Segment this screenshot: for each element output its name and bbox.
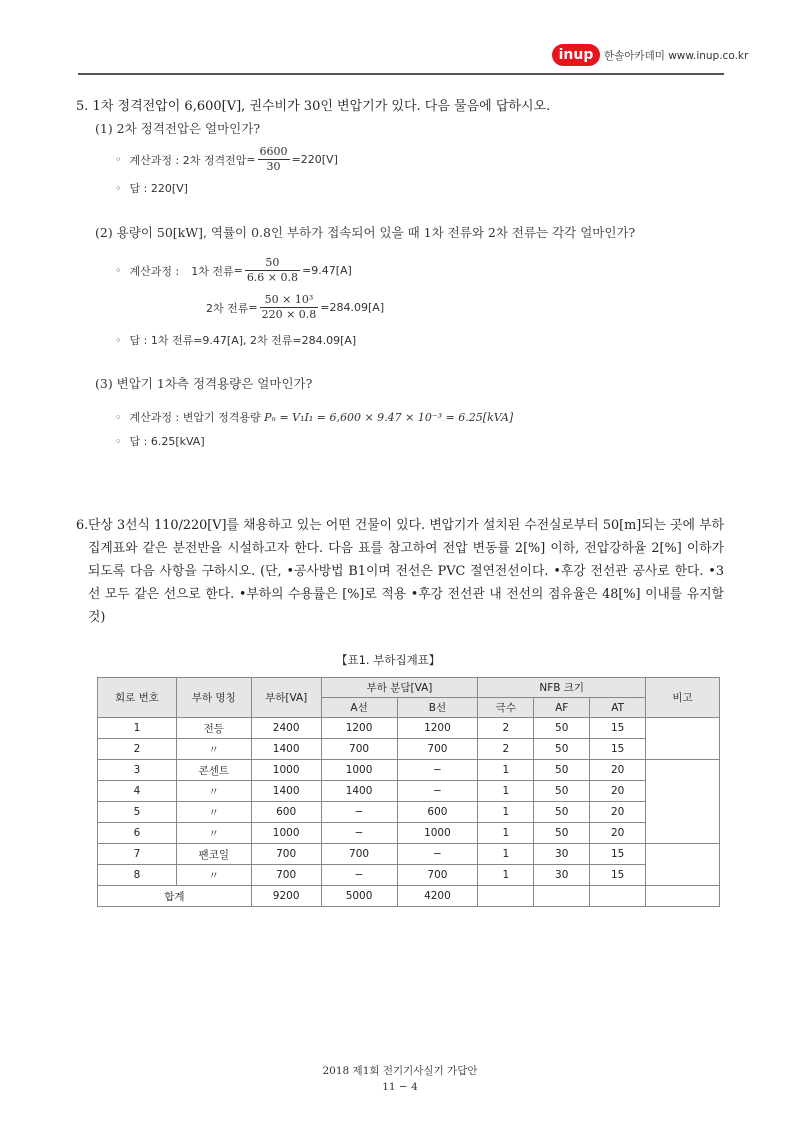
header-poles: 극수 xyxy=(478,698,534,718)
q5-part2-fraction-2: $\frac{\text{50 × 10³}}{220 \times 0.8}$ xyxy=(261,293,317,321)
q5-part1-fraction: $\frac{6600}{30}$ xyxy=(259,145,288,173)
header-b: B선 xyxy=(397,698,478,718)
note-cell xyxy=(646,844,720,886)
header-circuit: 회로 번호 xyxy=(98,678,177,718)
inup-logo: inup xyxy=(552,44,600,66)
header-note: 비고 xyxy=(646,678,720,718)
header-af: AF xyxy=(534,698,590,718)
q5-part1-result: 220[V] xyxy=(300,153,338,166)
table-row: 5 〃 600 − 600 1 50 20 xyxy=(98,802,720,823)
table-row: 3 콘센트 1000 1000 − 1 50 20 xyxy=(98,760,720,781)
note-cell xyxy=(646,718,720,760)
q5-part3-answer: ◦ 답 : 6.25[kVA] xyxy=(115,435,205,448)
table-row: 7 팬코일 700 700 − 1 30 15 xyxy=(98,844,720,865)
header-name: 부하 명칭 xyxy=(176,678,251,718)
header-load: 부하[VA] xyxy=(251,678,321,718)
footer-title: 2018 제1회 전기기사실기 가답안 xyxy=(322,1065,478,1077)
q5-part3-formula: Pₙ = V₁I₁ = 6,600 × 9.47 × 10⁻³ = 6.25[kVA] xyxy=(264,411,514,424)
q5-part2-calc-line2: 2차 전류= $\frac{\text{50 × 10³}}{220 \times 0.8}$ =284.09[A] xyxy=(206,293,385,321)
bullet-icon: ◦ xyxy=(115,263,122,277)
header-a: A선 xyxy=(321,698,397,718)
header-share: 부하 분담[VA] xyxy=(321,678,478,698)
q5-part3-calc: ◦ 계산과정 : 변압기 정격용량 Pₙ = V₁I₁ = 6,600 × 9.47 × 10⁻³ = 6.25[kVA] xyxy=(115,411,514,424)
bullet-icon: ◦ xyxy=(115,182,122,195)
question-6-text: 단상 3선식 110/220[V]를 채용하고 있는 어떤 건물이 있다. 변압기가 설치된 수전실로부터 50[m]되는 곳에 부하 집계표와 같은 분전반을 시설하고자 한다. 다음 표를 참고하여 전압 변동률 2[%] 이하, 전압강하율 2[%] 이하가 되도록 다음 사항을 구하시오. (단, •공사방법 B1이며 전선은 PVC 절연전선이다. •후강 전선관 공사로 한다. •3선 모두 같은 선으로 한다. •부하의 수용률은 [%]로 적용 •후강 전선관 내 전선의 점유율은 48[%] 이내를 유지할 것) xyxy=(88,518,724,625)
table-row: 2 〃 1400 700 700 2 50 15 xyxy=(98,739,720,760)
table-row: 6 〃 1000 − 1000 1 50 20 xyxy=(98,823,720,844)
header-rule xyxy=(78,73,724,75)
page-number: 11 − 4 xyxy=(382,1081,418,1093)
table-total-row: 합계 9200 5000 4200 xyxy=(98,886,720,907)
bullet-icon: ◦ xyxy=(115,152,122,166)
q5-part2-fraction-1: $\frac{50}{6.6 \times 0.8}$ xyxy=(246,256,299,284)
question-5 xyxy=(76,95,550,114)
question-6-number: 6. xyxy=(76,518,89,533)
table-row: 1 전등 2400 1200 1200 2 50 15 xyxy=(98,718,720,739)
table-row: 8 〃 700 − 700 1 30 15 xyxy=(98,865,720,886)
q5-part1-answer: ◦ 답 : 220[V] xyxy=(115,182,188,195)
load-summary-table xyxy=(97,677,720,907)
bullet-icon: ◦ xyxy=(115,435,122,448)
table-row: 4 〃 1400 1400 − 1 50 20 xyxy=(98,781,720,802)
question-5-text: 1차 정격전압이 6,600[V], 권수비가 30인 변압기가 있다. 다음 물음에 답하시오. xyxy=(92,99,551,114)
brand-text: 한솔아카데미 www.inup.co.kr xyxy=(604,50,749,62)
table-caption: 【표1. 부하집계표】 xyxy=(336,653,441,667)
q5-part3-label: (3) 변압기 1차측 정격용량은 얼마인가? xyxy=(95,376,313,391)
q5-part1-label: (1) 2차 정격전압은 얼마인가? xyxy=(95,121,261,136)
question-5-number: 5. xyxy=(76,99,89,114)
q5-part2-label: (2) 용량이 50[kW], 역률이 0.8인 부하가 접속되어 있을 때 1차 전류와 2차 전류는 각각 얼마인가? xyxy=(95,225,636,240)
q5-part1-calc-prefix: 계산과정 : 2차 정격전압 xyxy=(129,153,247,167)
q5-part2-answer: ◦ 답 : 1차 전류=9.47[A], 2차 전류=284.09[A] xyxy=(115,334,357,347)
bullet-icon: ◦ xyxy=(115,334,122,347)
question-6 xyxy=(76,514,724,629)
header-nfb: NFB 크기 xyxy=(478,678,646,698)
q5-part1-calc: ◦ 계산과정 : 2차 정격전압= $\frac{6600}{30}$ =220[V] xyxy=(115,145,338,173)
header-at: AT xyxy=(590,698,646,718)
q5-part2-calc-line1: ◦ 계산과정 : 1차 전류= $\frac{50}{6.6 \times 0.8}$ =9.47[A] xyxy=(115,256,352,284)
bullet-icon: ◦ xyxy=(115,411,122,424)
note-cell xyxy=(646,760,720,844)
total-label: 합계 xyxy=(98,886,252,907)
